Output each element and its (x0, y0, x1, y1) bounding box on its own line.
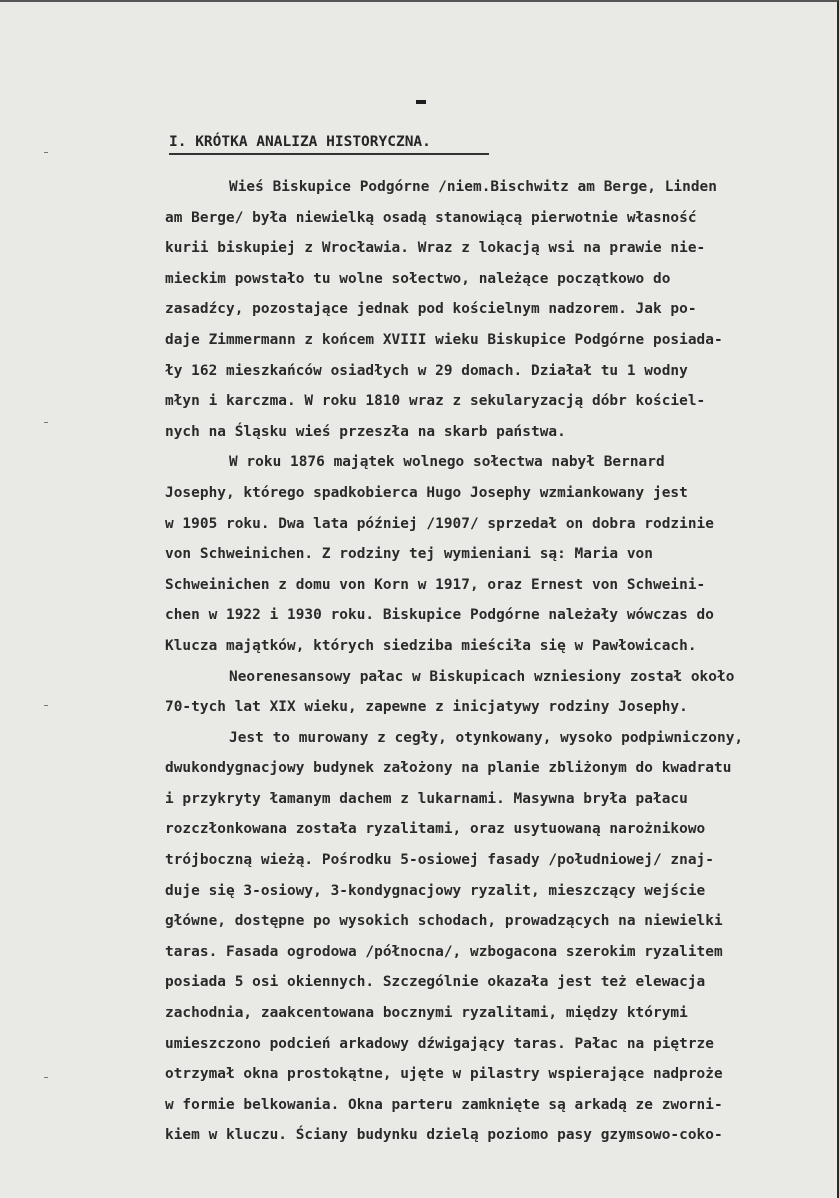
text-line: w formie belkowania. Okna parteru zamknięte są arkadą ze zworni- (165, 1096, 723, 1113)
text-line: zachodnia, zaakcentowana bocznymi ryzalitami, między którymi (165, 1005, 688, 1022)
text-line: Neorenesansowy pałac w Biskupicach wzniesiony został około (229, 668, 735, 685)
text-line: Wieś Biskupice Podgórne /niem.Bischwitz am Berge, Linden (229, 179, 717, 195)
text-line: nych na Śląsku wieś przeszła na skarb państwa. (165, 423, 566, 440)
margin-mark (44, 422, 48, 423)
margin-mark (44, 152, 48, 153)
text-line: kiem w kluczu. Ściany budynku dzielą poziomo pasy gzymsowo-coko- (165, 1127, 723, 1144)
section-heading: I. KRÓTKA ANALIZA HISTORYCZNA. (169, 134, 431, 150)
text-line: w 1905 roku. Dwa lata później /1907/ sprzedał on dobra rodzinie (165, 515, 714, 532)
margin-mark (44, 705, 48, 706)
margin-mark (44, 1077, 48, 1078)
text-line: ły 162 mieszkańców osiadłych w 29 domach. Działał tu 1 wodny (165, 362, 688, 379)
page-number-dash (416, 100, 426, 104)
text-line: am Berge/ była niewielką osadą stanowiącą pierwotnie własność (165, 209, 697, 226)
body-text (165, 172, 815, 1151)
text-line: i przykryty łamanym dachem z lukarnami. Masywna bryła pałacu (165, 790, 688, 807)
text-line: duje się 3-osiowy, 3-kondygnacjowy ryzalit, mieszczący wejście (165, 882, 706, 899)
text-line: rozczłonkowana została ryzalitami, oraz usytuowaną narożnikowo (165, 821, 706, 838)
text-line: 70-tych lat XIX wieku, zapewne z inicjatywy rodziny Josephy. (165, 699, 688, 716)
text-line: Josephy, którego spadkobierca Hugo Josephy wzmiankowany jest (165, 484, 688, 501)
text-line: posiada 5 osi okiennych. Szczególnie okazała jest też elewacja (165, 974, 706, 991)
text-line: trójboczną wieżą. Pośrodku 5-osiowej fasady /południowej/ znaj- (165, 852, 714, 869)
text-line: von Schweinichen. Z rodziny tej wymieniani są: Maria von (165, 546, 653, 563)
text-line: W roku 1876 majątek wolnego sołectwa nabył Bernard (229, 454, 665, 471)
text-line: mieckim powstało tu wolne sołectwo, należące początkowo do (165, 270, 671, 287)
text-line: zasadźcy, pozostające jednak pod kościelnym nadzorem. Jak po- (165, 301, 697, 318)
text-line: taras. Fasada ogrodowa /północna/, wzbogacona szerokim ryzalitem (165, 943, 723, 960)
text-line: główne, dostępne po wysokich schodach, prowadzących na niewielki (165, 913, 723, 930)
text-line: Jest to murowany z cegły, otynkowany, wysoko podpiwniczony, (229, 729, 744, 746)
text-line: młyn i karczma. W roku 1810 wraz z sekularyzacją dóbr kościel- (165, 393, 706, 410)
text-line: dwukondygnacjowy budynek założony na planie zbliżonym do kwadratu (165, 760, 732, 777)
text-line: Klucza majątków, których siedziba mieściła się w Pawłowicach. (165, 637, 697, 654)
text-line: daje Zimmermann z końcem XVIII wieku Biskupice Podgórne posiada- (165, 331, 723, 348)
text-line: otrzymał okna prostokątne, ujęte w pilastry wspierające nadproże (165, 1066, 723, 1083)
text-line: umieszczono podcień arkadowy dźwigający taras. Pałac na piętrze (165, 1035, 714, 1052)
text-line: Schweinichen z domu von Korn w 1917, oraz Ernest von Schweini- (165, 576, 706, 593)
heading-underline (169, 153, 489, 155)
text-line: kurii biskupiej z Wrocławia. Wraz z lokacją wsi na prawie nie- (165, 240, 706, 257)
text-line: chen w 1922 i 1930 roku. Biskupice Podgórne należały wówczas do (165, 607, 714, 624)
